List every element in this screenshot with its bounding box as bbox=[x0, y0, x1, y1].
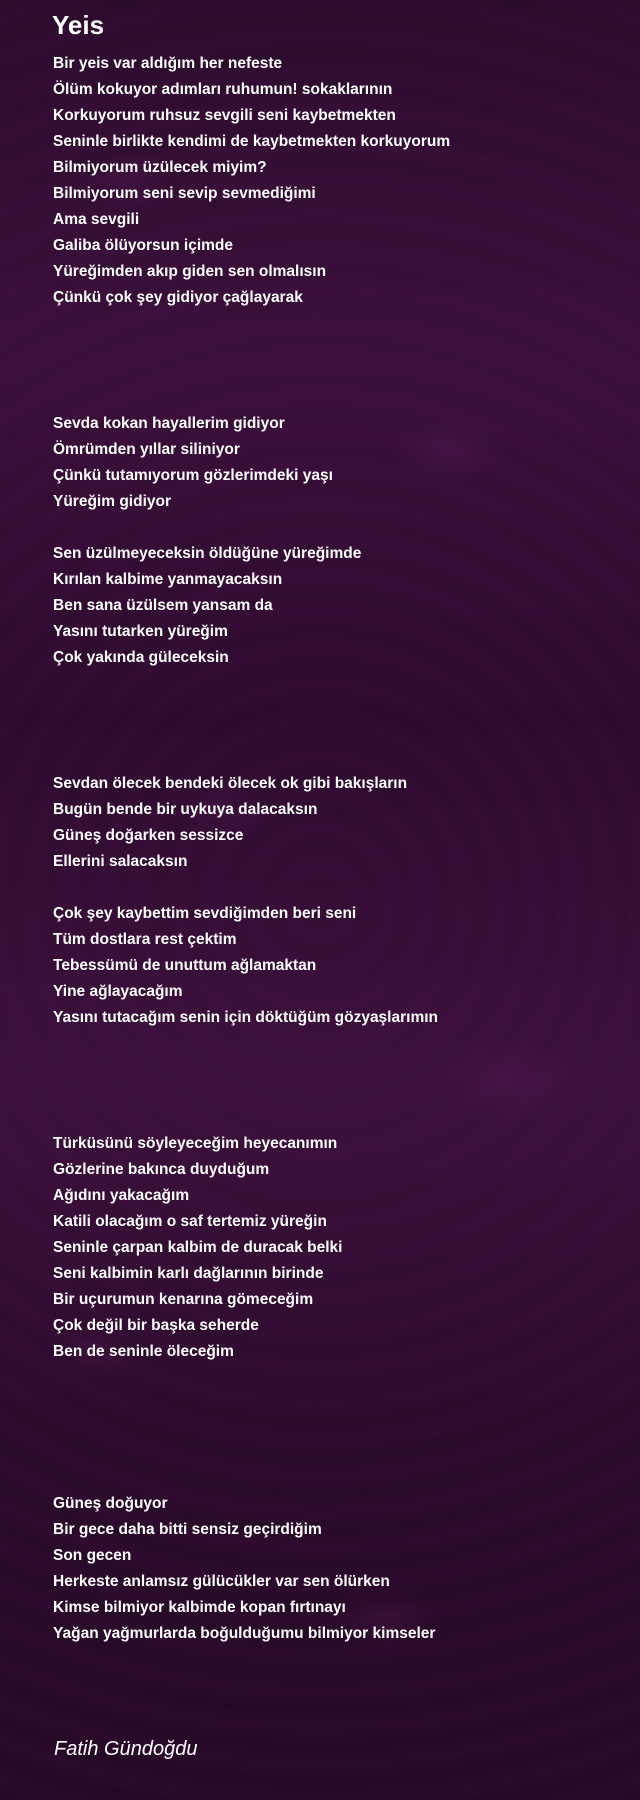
poem-line: Yine ağlayacağım bbox=[53, 983, 183, 1000]
poem-line: Yağan yağmurlarda boğulduğumu bilmiyor kimseler bbox=[53, 1625, 436, 1642]
stanza-1 bbox=[53, 51, 613, 311]
poem-line: Yüreğimden akıp giden sen olmalısın bbox=[53, 263, 327, 280]
poem-line: Sen üzülmeyeceksin öldüğüne yüreğimde bbox=[53, 545, 362, 562]
poem-line: Herkeste anlamsız gülücükler var sen ölürken bbox=[53, 1573, 390, 1590]
poem-line: Ben de seninle öleceğim bbox=[53, 1343, 234, 1360]
poem-line: Bir uçurumun kenarına gömeceğim bbox=[53, 1291, 314, 1308]
stanza-2 bbox=[53, 411, 613, 515]
poem-line: Yüreğim gidiyor bbox=[53, 493, 171, 510]
poem-line: Bugün bende bir uykuya dalacaksın bbox=[53, 801, 318, 818]
poem-line: Kırılan kalbime yanmayacaksın bbox=[53, 571, 283, 588]
poem-line: Seni kalbimin karlı dağlarının birinde bbox=[53, 1265, 324, 1282]
stanza-4 bbox=[53, 771, 613, 875]
poem-line: Çok yakında güleceksin bbox=[53, 649, 229, 666]
poem-line: Çok şey kaybettim sevdiğimden beri seni bbox=[53, 905, 357, 922]
poem-line: Sevda kokan hayallerim gidiyor bbox=[53, 415, 285, 432]
poem-line: Seninle çarpan kalbim de duracak belki bbox=[53, 1239, 343, 1256]
poem-line: Katili olacağım o saf tertemiz yüreğin bbox=[53, 1213, 327, 1230]
author-name: Fatih Gündoğdu bbox=[54, 1738, 198, 1760]
poem-line: Sevdan ölecek bendeki ölecek ok gibi bakışların bbox=[53, 775, 408, 792]
poem-line: Güneş doğarken sessizce bbox=[53, 827, 244, 844]
poem-line: Bilmiyorum üzülecek miyim? bbox=[53, 159, 267, 176]
poem-line: Güneş doğuyor bbox=[53, 1495, 168, 1512]
poem-line: Ağıdını yakacağım bbox=[53, 1187, 190, 1204]
poem-line: Çünkü çok şey gidiyor çağlayarak bbox=[53, 289, 303, 306]
poem-line: Bir yeis var aldığım her nefeste bbox=[53, 55, 283, 72]
poem-line: Bilmiyorum seni sevip sevmediğimi bbox=[53, 185, 316, 202]
poem-line: Ama sevgili bbox=[53, 211, 140, 228]
poem-line: Ellerini salacaksın bbox=[53, 853, 188, 870]
poem-line: Bir gece daha bitti sensiz geçirdiğim bbox=[53, 1521, 322, 1538]
poem-line: Ömrümden yıllar siliniyor bbox=[53, 441, 240, 458]
poem-title: Yeis bbox=[52, 10, 105, 40]
poem-line: Galiba ölüyorsun içimde bbox=[53, 237, 234, 254]
poem-line: Ben sana üzülsem yansam da bbox=[53, 597, 273, 614]
poem-line: Gözlerine bakınca duyduğum bbox=[53, 1161, 270, 1178]
poem-line: Seninle birlikte kendimi de kaybetmekten korkuyorum bbox=[53, 133, 451, 150]
poem-line: Ölüm kokuyor adımları ruhumun! sokaklarının bbox=[53, 81, 393, 98]
poem-line: Yasını tutacağım senin için döktüğüm gözyaşlarımın bbox=[53, 1009, 439, 1026]
stanza-5 bbox=[53, 901, 613, 1031]
poem-line: Tebessümü de unuttum ağlamaktan bbox=[53, 957, 317, 974]
stanza-7 bbox=[53, 1491, 613, 1647]
poem-line: Tüm dostlara rest çektim bbox=[53, 931, 237, 948]
poem-line: Kimse bilmiyor kalbimde kopan fırtınayı bbox=[53, 1599, 346, 1616]
poem-line: Çok değil bir başka seherde bbox=[53, 1317, 259, 1334]
stanza-6 bbox=[53, 1131, 613, 1365]
poem-line: Çünkü tutamıyorum gözlerimdeki yaşı bbox=[53, 467, 333, 484]
poem-line: Yasını tutarken yüreğim bbox=[53, 623, 228, 640]
poem-line: Son gecen bbox=[53, 1547, 132, 1564]
poem-line: Korkuyorum ruhsuz sevgili seni kaybetmekten bbox=[53, 107, 396, 124]
stanza-3 bbox=[53, 541, 613, 671]
poem-line: Türküsünü söyleyeceğim heyecanımın bbox=[53, 1135, 338, 1152]
